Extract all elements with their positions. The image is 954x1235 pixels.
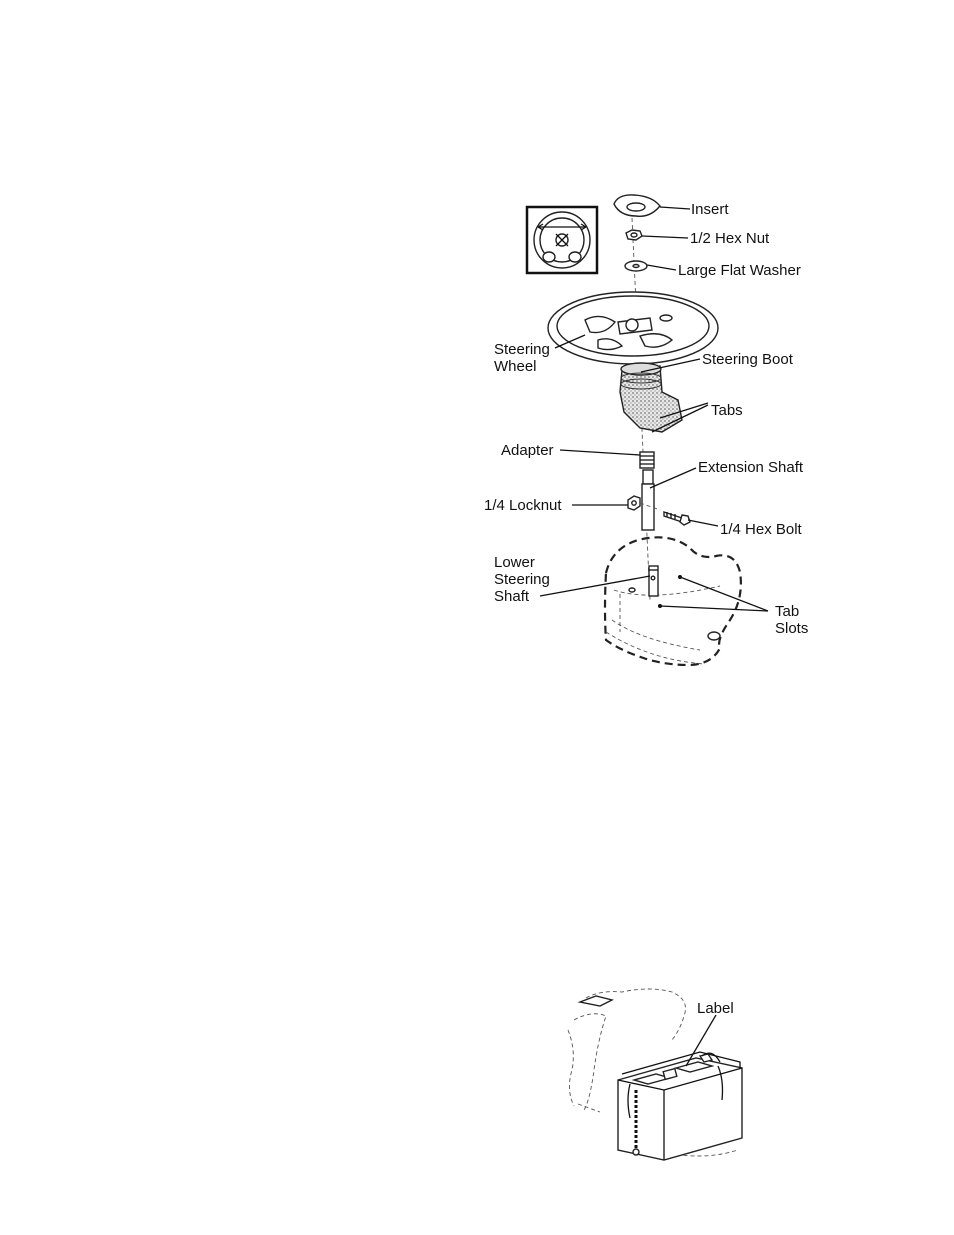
label-steering-wheel-line2: Wheel [494,358,537,375]
hex-bolt-part [664,512,690,525]
steering-wheel-part [548,292,718,364]
label-lower-shaft-line1: Lower [494,554,535,571]
flat-washer-part [625,261,647,271]
lower-steering-shaft-part [649,566,658,596]
label-hex-bolt: 1/4 Hex Bolt [720,521,802,538]
label-steering-boot: Steering Boot [702,351,793,368]
label-insert: Insert [691,201,729,218]
hex-nut-part [626,230,642,240]
label-battery-label: Label [697,1000,734,1017]
label-adapter: Adapter [501,442,554,459]
label-lower-shaft-line2: Steering [494,571,550,588]
label-locknut: 1/4 Locknut [484,497,562,514]
label-flat-washer: Large Flat Washer [678,262,801,279]
adapter-part [640,452,654,468]
label-tabs: Tabs [711,402,743,419]
label-tab-slots-line2: Slots [775,620,809,637]
label-lower-shaft-line3: Shaft [494,588,530,605]
steering-assembly-diagram [484,195,808,665]
label-extension-shaft: Extension Shaft [698,459,804,476]
label-steering-wheel-line1: Steering [494,341,550,358]
extension-shaft-part [642,470,654,530]
label-hex-nut: 1/2 Hex Nut [690,230,770,247]
locknut-part [628,496,640,510]
battery-diagram [568,989,742,1160]
insert-part [614,195,660,216]
steering-wheel-inset [527,207,597,273]
label-tab-slots-line1: Tab [775,603,800,620]
battery-part [618,1052,742,1160]
tractor-dash-frame [605,537,741,665]
